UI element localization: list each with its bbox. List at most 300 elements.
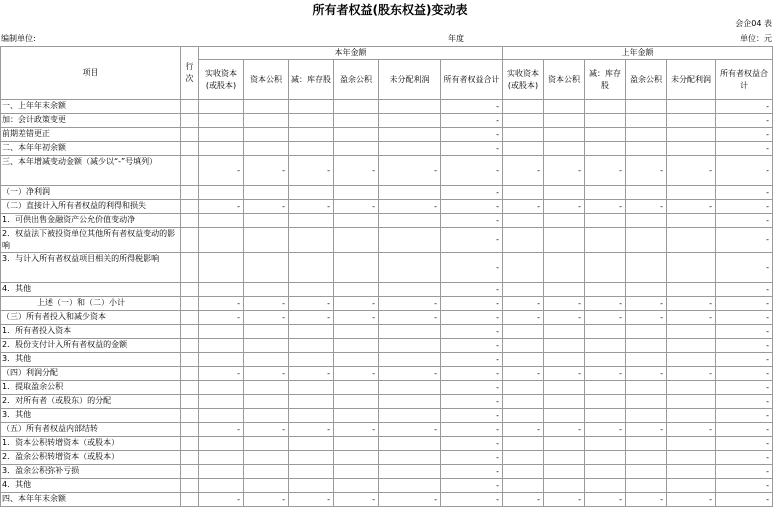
value-cell[interactable] <box>379 100 441 114</box>
value-cell[interactable]: - <box>379 311 441 325</box>
value-cell[interactable]: - <box>289 367 334 381</box>
value-cell[interactable] <box>544 283 585 297</box>
value-cell[interactable]: - <box>544 156 585 186</box>
value-cell[interactable] <box>244 395 289 409</box>
value-cell[interactable]: - <box>503 367 544 381</box>
value-cell[interactable]: - <box>441 381 503 395</box>
value-cell[interactable] <box>503 214 544 228</box>
value-cell[interactable] <box>667 114 716 128</box>
value-cell[interactable] <box>289 214 334 228</box>
row-seq[interactable] <box>181 200 199 214</box>
value-cell[interactable] <box>544 325 585 339</box>
value-cell[interactable] <box>199 395 244 409</box>
value-cell[interactable] <box>379 128 441 142</box>
value-cell[interactable]: - <box>441 283 503 297</box>
value-cell[interactable]: - <box>244 367 289 381</box>
value-cell[interactable]: - <box>441 465 503 479</box>
row-seq[interactable] <box>181 339 199 353</box>
value-cell[interactable] <box>544 479 585 493</box>
value-cell[interactable] <box>585 114 626 128</box>
value-cell[interactable] <box>379 437 441 451</box>
value-cell[interactable] <box>199 186 244 200</box>
value-cell[interactable]: - <box>626 156 667 186</box>
value-cell[interactable]: - <box>716 395 773 409</box>
value-cell[interactable]: - <box>334 367 379 381</box>
value-cell[interactable] <box>585 186 626 200</box>
value-cell[interactable] <box>544 437 585 451</box>
value-cell[interactable]: - <box>716 283 773 297</box>
value-cell[interactable] <box>289 437 334 451</box>
value-cell[interactable] <box>334 395 379 409</box>
value-cell[interactable]: - <box>379 156 441 186</box>
value-cell[interactable] <box>544 339 585 353</box>
value-cell[interactable] <box>289 128 334 142</box>
value-cell[interactable] <box>244 325 289 339</box>
value-cell[interactable] <box>379 339 441 353</box>
value-cell[interactable] <box>667 325 716 339</box>
value-cell[interactable] <box>626 437 667 451</box>
value-cell[interactable] <box>334 142 379 156</box>
value-cell[interactable] <box>289 451 334 465</box>
value-cell[interactable] <box>244 253 289 283</box>
value-cell[interactable]: - <box>441 297 503 311</box>
value-cell[interactable] <box>199 214 244 228</box>
value-cell[interactable] <box>667 381 716 395</box>
value-cell[interactable]: - <box>289 297 334 311</box>
row-seq[interactable] <box>181 311 199 325</box>
value-cell[interactable] <box>199 339 244 353</box>
value-cell[interactable] <box>585 353 626 367</box>
value-cell[interactable] <box>503 142 544 156</box>
value-cell[interactable]: - <box>441 493 503 507</box>
value-cell[interactable]: - <box>667 156 716 186</box>
value-cell[interactable] <box>503 339 544 353</box>
value-cell[interactable]: - <box>716 228 773 253</box>
row-seq[interactable] <box>181 186 199 200</box>
value-cell[interactable] <box>334 465 379 479</box>
value-cell[interactable] <box>585 339 626 353</box>
value-cell[interactable] <box>667 409 716 423</box>
value-cell[interactable] <box>244 186 289 200</box>
value-cell[interactable] <box>503 186 544 200</box>
value-cell[interactable] <box>244 128 289 142</box>
value-cell[interactable] <box>667 465 716 479</box>
value-cell[interactable]: - <box>626 311 667 325</box>
value-cell[interactable] <box>199 409 244 423</box>
value-cell[interactable] <box>379 186 441 200</box>
value-cell[interactable]: - <box>716 423 773 437</box>
row-seq[interactable] <box>181 283 199 297</box>
value-cell[interactable]: - <box>716 297 773 311</box>
value-cell[interactable]: - <box>244 311 289 325</box>
value-cell[interactable] <box>244 451 289 465</box>
value-cell[interactable]: - <box>199 156 244 186</box>
value-cell[interactable] <box>334 100 379 114</box>
value-cell[interactable]: - <box>667 367 716 381</box>
value-cell[interactable]: - <box>716 339 773 353</box>
value-cell[interactable]: - <box>503 423 544 437</box>
value-cell[interactable]: - <box>334 493 379 507</box>
value-cell[interactable]: - <box>716 437 773 451</box>
value-cell[interactable] <box>585 437 626 451</box>
value-cell[interactable] <box>667 142 716 156</box>
value-cell[interactable] <box>244 353 289 367</box>
value-cell[interactable] <box>544 214 585 228</box>
value-cell[interactable] <box>289 381 334 395</box>
value-cell[interactable]: - <box>289 156 334 186</box>
value-cell[interactable]: - <box>199 493 244 507</box>
value-cell[interactable] <box>289 142 334 156</box>
value-cell[interactable]: - <box>289 200 334 214</box>
value-cell[interactable] <box>379 409 441 423</box>
row-seq[interactable] <box>181 325 199 339</box>
row-seq[interactable] <box>181 100 199 114</box>
value-cell[interactable]: - <box>334 156 379 186</box>
value-cell[interactable]: - <box>503 297 544 311</box>
value-cell[interactable] <box>667 437 716 451</box>
value-cell[interactable]: - <box>199 311 244 325</box>
value-cell[interactable] <box>379 353 441 367</box>
value-cell[interactable] <box>544 228 585 253</box>
value-cell[interactable]: - <box>716 381 773 395</box>
value-cell[interactable] <box>544 465 585 479</box>
value-cell[interactable] <box>544 353 585 367</box>
value-cell[interactable]: - <box>441 142 503 156</box>
value-cell[interactable] <box>334 451 379 465</box>
value-cell[interactable] <box>334 283 379 297</box>
value-cell[interactable]: - <box>503 493 544 507</box>
value-cell[interactable] <box>544 395 585 409</box>
value-cell[interactable] <box>544 186 585 200</box>
value-cell[interactable]: - <box>544 493 585 507</box>
value-cell[interactable] <box>334 214 379 228</box>
value-cell[interactable] <box>667 395 716 409</box>
value-cell[interactable]: - <box>441 253 503 283</box>
value-cell[interactable] <box>626 339 667 353</box>
value-cell[interactable] <box>626 100 667 114</box>
value-cell[interactable] <box>379 451 441 465</box>
value-cell[interactable] <box>667 339 716 353</box>
value-cell[interactable] <box>544 114 585 128</box>
value-cell[interactable] <box>379 325 441 339</box>
value-cell[interactable]: - <box>544 311 585 325</box>
value-cell[interactable]: - <box>667 311 716 325</box>
value-cell[interactable] <box>544 142 585 156</box>
value-cell[interactable]: - <box>544 200 585 214</box>
value-cell[interactable] <box>626 142 667 156</box>
value-cell[interactable] <box>199 283 244 297</box>
value-cell[interactable]: - <box>441 367 503 381</box>
value-cell[interactable]: - <box>199 297 244 311</box>
value-cell[interactable] <box>244 142 289 156</box>
value-cell[interactable]: - <box>716 353 773 367</box>
row-seq[interactable] <box>181 214 199 228</box>
value-cell[interactable]: - <box>716 142 773 156</box>
value-cell[interactable] <box>334 228 379 253</box>
value-cell[interactable] <box>289 339 334 353</box>
value-cell[interactable] <box>289 395 334 409</box>
value-cell[interactable] <box>199 100 244 114</box>
row-seq[interactable] <box>181 142 199 156</box>
value-cell[interactable]: - <box>379 493 441 507</box>
value-cell[interactable] <box>544 128 585 142</box>
value-cell[interactable]: - <box>441 409 503 423</box>
value-cell[interactable] <box>503 128 544 142</box>
value-cell[interactable]: - <box>585 311 626 325</box>
value-cell[interactable] <box>289 325 334 339</box>
value-cell[interactable] <box>379 465 441 479</box>
value-cell[interactable] <box>244 381 289 395</box>
value-cell[interactable] <box>503 381 544 395</box>
value-cell[interactable] <box>626 409 667 423</box>
value-cell[interactable] <box>626 479 667 493</box>
value-cell[interactable]: - <box>289 423 334 437</box>
value-cell[interactable]: - <box>441 128 503 142</box>
value-cell[interactable]: - <box>244 297 289 311</box>
value-cell[interactable]: - <box>585 297 626 311</box>
value-cell[interactable] <box>334 325 379 339</box>
value-cell[interactable]: - <box>544 423 585 437</box>
value-cell[interactable] <box>585 395 626 409</box>
value-cell[interactable] <box>289 100 334 114</box>
value-cell[interactable] <box>199 451 244 465</box>
value-cell[interactable]: - <box>199 200 244 214</box>
value-cell[interactable]: - <box>441 437 503 451</box>
value-cell[interactable] <box>199 325 244 339</box>
row-seq[interactable] <box>181 395 199 409</box>
row-seq[interactable] <box>181 367 199 381</box>
value-cell[interactable]: - <box>585 156 626 186</box>
value-cell[interactable] <box>379 283 441 297</box>
value-cell[interactable] <box>334 114 379 128</box>
row-seq[interactable] <box>181 228 199 253</box>
value-cell[interactable]: - <box>289 311 334 325</box>
value-cell[interactable]: - <box>441 200 503 214</box>
value-cell[interactable]: - <box>441 339 503 353</box>
value-cell[interactable] <box>585 142 626 156</box>
value-cell[interactable]: - <box>626 423 667 437</box>
value-cell[interactable] <box>626 325 667 339</box>
value-cell[interactable]: - <box>667 423 716 437</box>
value-cell[interactable] <box>244 339 289 353</box>
value-cell[interactable] <box>626 214 667 228</box>
value-cell[interactable]: - <box>379 367 441 381</box>
value-cell[interactable] <box>289 409 334 423</box>
value-cell[interactable] <box>199 142 244 156</box>
value-cell[interactable] <box>334 353 379 367</box>
value-cell[interactable] <box>503 100 544 114</box>
value-cell[interactable]: - <box>334 311 379 325</box>
value-cell[interactable] <box>626 228 667 253</box>
value-cell[interactable]: - <box>585 423 626 437</box>
value-cell[interactable] <box>544 100 585 114</box>
value-cell[interactable] <box>244 479 289 493</box>
row-seq[interactable] <box>181 437 199 451</box>
value-cell[interactable] <box>585 465 626 479</box>
row-seq[interactable] <box>181 297 199 311</box>
value-cell[interactable] <box>244 437 289 451</box>
value-cell[interactable] <box>199 465 244 479</box>
value-cell[interactable]: - <box>199 367 244 381</box>
value-cell[interactable]: - <box>716 214 773 228</box>
value-cell[interactable]: - <box>585 200 626 214</box>
value-cell[interactable] <box>289 186 334 200</box>
value-cell[interactable] <box>334 409 379 423</box>
value-cell[interactable] <box>544 451 585 465</box>
value-cell[interactable] <box>289 283 334 297</box>
value-cell[interactable] <box>585 228 626 253</box>
row-seq[interactable] <box>181 128 199 142</box>
value-cell[interactable] <box>585 253 626 283</box>
value-cell[interactable] <box>585 325 626 339</box>
value-cell[interactable] <box>544 409 585 423</box>
value-cell[interactable] <box>503 353 544 367</box>
value-cell[interactable] <box>585 479 626 493</box>
value-cell[interactable]: - <box>379 200 441 214</box>
value-cell[interactable] <box>585 214 626 228</box>
value-cell[interactable] <box>503 465 544 479</box>
value-cell[interactable]: - <box>716 367 773 381</box>
value-cell[interactable] <box>289 353 334 367</box>
value-cell[interactable]: - <box>441 186 503 200</box>
value-cell[interactable] <box>667 228 716 253</box>
value-cell[interactable] <box>199 253 244 283</box>
value-cell[interactable] <box>585 381 626 395</box>
value-cell[interactable] <box>379 114 441 128</box>
value-cell[interactable]: - <box>667 297 716 311</box>
value-cell[interactable]: - <box>544 367 585 381</box>
value-cell[interactable]: - <box>716 100 773 114</box>
value-cell[interactable] <box>334 437 379 451</box>
value-cell[interactable] <box>503 437 544 451</box>
value-cell[interactable] <box>244 283 289 297</box>
value-cell[interactable] <box>334 253 379 283</box>
value-cell[interactable] <box>199 437 244 451</box>
row-seq[interactable] <box>181 493 199 507</box>
value-cell[interactable] <box>667 214 716 228</box>
value-cell[interactable] <box>667 186 716 200</box>
value-cell[interactable] <box>667 283 716 297</box>
value-cell[interactable]: - <box>585 367 626 381</box>
row-seq[interactable] <box>181 114 199 128</box>
value-cell[interactable]: - <box>334 297 379 311</box>
value-cell[interactable] <box>667 479 716 493</box>
value-cell[interactable]: - <box>716 253 773 283</box>
value-cell[interactable]: - <box>503 311 544 325</box>
value-cell[interactable] <box>199 128 244 142</box>
row-seq[interactable] <box>181 409 199 423</box>
value-cell[interactable]: - <box>244 156 289 186</box>
value-cell[interactable]: - <box>334 423 379 437</box>
value-cell[interactable] <box>334 339 379 353</box>
value-cell[interactable] <box>289 253 334 283</box>
row-seq[interactable] <box>181 381 199 395</box>
value-cell[interactable] <box>289 465 334 479</box>
value-cell[interactable] <box>379 253 441 283</box>
value-cell[interactable] <box>334 128 379 142</box>
value-cell[interactable] <box>199 353 244 367</box>
value-cell[interactable] <box>503 479 544 493</box>
value-cell[interactable]: - <box>716 493 773 507</box>
value-cell[interactable] <box>289 114 334 128</box>
row-seq[interactable] <box>181 479 199 493</box>
value-cell[interactable] <box>503 253 544 283</box>
value-cell[interactable] <box>503 228 544 253</box>
value-cell[interactable] <box>667 353 716 367</box>
value-cell[interactable]: - <box>244 200 289 214</box>
value-cell[interactable]: - <box>544 297 585 311</box>
value-cell[interactable]: - <box>441 479 503 493</box>
value-cell[interactable]: - <box>716 479 773 493</box>
value-cell[interactable] <box>667 100 716 114</box>
value-cell[interactable] <box>544 381 585 395</box>
value-cell[interactable]: - <box>716 325 773 339</box>
value-cell[interactable]: - <box>503 200 544 214</box>
value-cell[interactable] <box>626 381 667 395</box>
value-cell[interactable]: - <box>441 325 503 339</box>
value-cell[interactable] <box>626 283 667 297</box>
value-cell[interactable] <box>503 325 544 339</box>
value-cell[interactable] <box>334 381 379 395</box>
value-cell[interactable] <box>379 142 441 156</box>
value-cell[interactable]: - <box>667 200 716 214</box>
value-cell[interactable] <box>379 214 441 228</box>
value-cell[interactable]: - <box>716 114 773 128</box>
value-cell[interactable] <box>544 253 585 283</box>
value-cell[interactable] <box>379 395 441 409</box>
value-cell[interactable]: - <box>199 423 244 437</box>
value-cell[interactable] <box>244 114 289 128</box>
value-cell[interactable] <box>199 114 244 128</box>
value-cell[interactable] <box>626 186 667 200</box>
value-cell[interactable] <box>379 228 441 253</box>
row-seq[interactable] <box>181 423 199 437</box>
value-cell[interactable]: - <box>716 465 773 479</box>
value-cell[interactable] <box>626 451 667 465</box>
value-cell[interactable]: - <box>379 297 441 311</box>
value-cell[interactable]: - <box>441 114 503 128</box>
value-cell[interactable] <box>503 451 544 465</box>
value-cell[interactable] <box>289 479 334 493</box>
value-cell[interactable]: - <box>716 311 773 325</box>
value-cell[interactable] <box>626 465 667 479</box>
value-cell[interactable] <box>199 479 244 493</box>
value-cell[interactable] <box>667 451 716 465</box>
value-cell[interactable]: - <box>626 493 667 507</box>
value-cell[interactable]: - <box>503 156 544 186</box>
row-seq[interactable] <box>181 156 199 186</box>
value-cell[interactable] <box>626 114 667 128</box>
value-cell[interactable]: - <box>379 423 441 437</box>
value-cell[interactable]: - <box>626 297 667 311</box>
value-cell[interactable] <box>199 228 244 253</box>
value-cell[interactable]: - <box>585 493 626 507</box>
value-cell[interactable] <box>585 100 626 114</box>
value-cell[interactable] <box>626 128 667 142</box>
value-cell[interactable] <box>334 186 379 200</box>
value-cell[interactable]: - <box>716 186 773 200</box>
value-cell[interactable]: - <box>716 409 773 423</box>
value-cell[interactable]: - <box>626 367 667 381</box>
value-cell[interactable]: - <box>626 200 667 214</box>
value-cell[interactable] <box>244 228 289 253</box>
value-cell[interactable]: - <box>716 200 773 214</box>
value-cell[interactable] <box>585 451 626 465</box>
value-cell[interactable] <box>667 253 716 283</box>
row-seq[interactable] <box>181 253 199 283</box>
value-cell[interactable] <box>244 100 289 114</box>
value-cell[interactable]: - <box>716 156 773 186</box>
